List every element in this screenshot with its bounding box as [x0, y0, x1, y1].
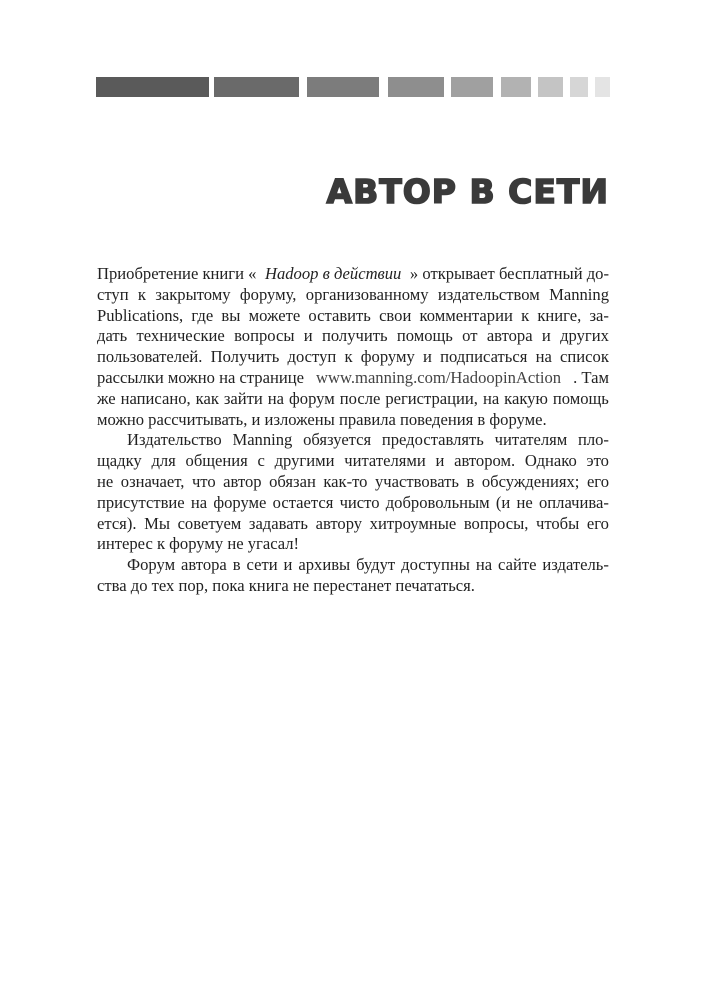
- word: подписаться: [440, 347, 528, 367]
- word: после: [339, 388, 381, 408]
- word: издательством: [437, 284, 540, 304]
- word: предоставлять: [381, 430, 484, 450]
- word: обсуждениях;: [481, 471, 580, 491]
- word: и: [283, 555, 293, 575]
- word: оплачива-: [539, 492, 609, 512]
- word: автором.: [454, 451, 516, 471]
- decorative-header-bar: [96, 77, 610, 97]
- word: вопросы,: [463, 513, 529, 533]
- text-line: [97, 514, 609, 535]
- word: добровольным: [385, 492, 490, 512]
- forum-url-link[interactable]: www.manning.com/HadoopinAction: [316, 367, 562, 387]
- word: организованному: [305, 284, 429, 304]
- word: книге,: [537, 305, 582, 325]
- text-line: [97, 368, 609, 389]
- paragraph-1: [97, 264, 609, 430]
- word: закрытому: [155, 284, 231, 304]
- word: не: [516, 492, 533, 512]
- word: остается: [272, 492, 334, 512]
- word: оставить: [308, 305, 371, 325]
- word: на: [475, 555, 493, 575]
- word: форум: [289, 388, 335, 408]
- word: (и: [495, 492, 511, 512]
- header-bar-segment: [595, 77, 610, 97]
- text-line: [97, 493, 609, 514]
- word: в: [232, 555, 241, 575]
- text-line: [97, 451, 609, 472]
- book-title: Hadoop в действии: [264, 264, 402, 283]
- text-line: [97, 347, 609, 368]
- text-line: [97, 534, 609, 555]
- text-run: Приобретение книги «: [97, 264, 257, 283]
- word: к: [521, 305, 530, 325]
- word: Publications,: [97, 305, 184, 325]
- word: сети: [246, 555, 278, 575]
- text-line: [97, 264, 609, 285]
- word: общения: [185, 451, 248, 471]
- word: комментарии: [419, 305, 513, 325]
- word: его: [586, 513, 609, 533]
- word: другими: [274, 451, 335, 471]
- word: какую: [504, 388, 548, 408]
- word: доступны: [401, 555, 470, 575]
- word: читателям: [494, 430, 568, 450]
- header-bar-segment: [214, 77, 299, 97]
- text-run: рассылки можно на странице: [97, 367, 304, 387]
- word: участвовать: [374, 471, 459, 491]
- word: форуме: [213, 492, 267, 512]
- header-bar-segment: [501, 77, 531, 97]
- word: на: [535, 347, 552, 367]
- word: пло-: [577, 430, 609, 450]
- word: регистрации,: [385, 388, 478, 408]
- text-line: [97, 326, 609, 347]
- word: технические: [136, 326, 225, 346]
- word: список: [560, 347, 609, 367]
- word: будут: [356, 555, 396, 575]
- word: форуму,: [239, 284, 297, 304]
- header-bar-segment: [570, 77, 588, 97]
- word: Manning: [549, 284, 609, 304]
- word: автора: [486, 326, 533, 346]
- word: дать: [97, 326, 128, 346]
- word: к: [137, 284, 146, 304]
- word: Форум: [127, 555, 176, 575]
- word: к: [344, 347, 353, 367]
- word: помощь: [396, 326, 453, 346]
- word: получить: [321, 326, 388, 346]
- word: издатель-: [542, 555, 609, 575]
- word: где: [191, 305, 214, 325]
- word: Мы: [144, 513, 170, 533]
- word: Получить: [210, 347, 280, 367]
- word: автору: [315, 513, 363, 533]
- word: ступ: [97, 284, 129, 304]
- text-line: [97, 430, 609, 451]
- header-bar-segment: [388, 77, 444, 97]
- text-line: [97, 410, 609, 431]
- word: для: [151, 451, 176, 471]
- word: и: [435, 451, 445, 471]
- text-line: [97, 472, 609, 493]
- word: помощь: [552, 388, 609, 408]
- text-line: [97, 555, 609, 576]
- word: вопросы: [234, 326, 295, 346]
- word: сайте: [498, 555, 537, 575]
- chapter-title: АВТОР В СЕТИ: [326, 172, 609, 211]
- word: ется).: [97, 513, 137, 533]
- word: Manning: [232, 430, 293, 450]
- word: форуму: [360, 347, 415, 367]
- word: как-то: [323, 471, 368, 491]
- word: присутствие: [97, 492, 185, 512]
- text-line: [97, 576, 609, 597]
- word: хитроумные: [369, 513, 457, 533]
- word: свои: [379, 305, 412, 325]
- word: пользователей.: [97, 347, 203, 367]
- text-run: » открывает бесплатный до-: [409, 264, 609, 283]
- text-run: можно рассчитывать, и изложены правила поведения в форуме.: [97, 409, 547, 429]
- word: Однако: [524, 451, 577, 471]
- word: с: [257, 451, 265, 471]
- word: обязуется: [303, 430, 372, 450]
- word: архивы: [298, 555, 351, 575]
- word: советуем: [177, 513, 242, 533]
- text-run: ства до тех пор, пока книга не перестанет печататься.: [97, 575, 475, 595]
- header-bar-segment: [538, 77, 563, 97]
- word: за-: [589, 305, 609, 325]
- text-line: [97, 389, 609, 410]
- word: что: [191, 471, 216, 491]
- word: на: [267, 388, 285, 408]
- paragraph-3: [97, 555, 609, 597]
- header-bar-segment: [96, 77, 209, 97]
- word: автора: [181, 555, 227, 575]
- text-line: [97, 306, 609, 327]
- word: Издательство: [127, 430, 222, 450]
- word: вы: [221, 305, 241, 325]
- text-run: . Там: [573, 367, 609, 387]
- word: автор: [223, 471, 262, 491]
- word: в: [466, 471, 475, 491]
- word: и: [303, 326, 313, 346]
- word: это: [586, 451, 609, 471]
- word: других: [560, 326, 609, 346]
- word: доступ: [287, 347, 337, 367]
- text-line: [97, 285, 609, 306]
- word: означает,: [120, 471, 185, 491]
- word: зайти: [223, 388, 263, 408]
- word: написано,: [120, 388, 191, 408]
- word: его: [586, 471, 609, 491]
- word: не: [97, 471, 114, 491]
- header-bar-segment: [307, 77, 379, 97]
- paragraph-2: [97, 430, 609, 555]
- word: же: [97, 388, 116, 408]
- header-bar-segment: [451, 77, 493, 97]
- word: и: [423, 347, 432, 367]
- word: на: [482, 388, 500, 408]
- body-text: [97, 264, 609, 597]
- word: обязан: [269, 471, 316, 491]
- word: от: [462, 326, 478, 346]
- word: чтобы: [535, 513, 580, 533]
- word: читателями: [344, 451, 426, 471]
- word: щадку: [97, 451, 142, 471]
- word: и: [541, 326, 551, 346]
- text-run: интерес к форуму не угасал!: [97, 534, 300, 554]
- word: можете: [248, 305, 301, 325]
- word: на: [190, 492, 208, 512]
- word: чисто: [339, 492, 380, 512]
- word: задавать: [248, 513, 308, 533]
- word: как: [195, 388, 219, 408]
